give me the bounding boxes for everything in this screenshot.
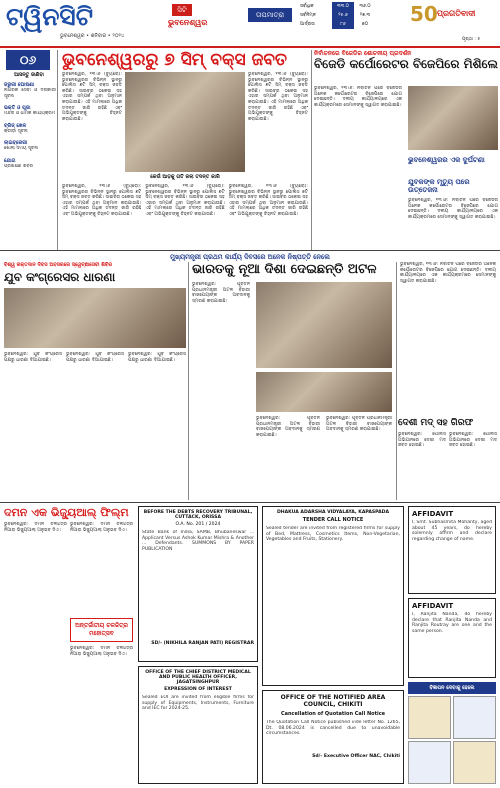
lead-body-col: ଭୁବନେଶ୍ୱର, ୧୩।୬ (ବ୍ୟୁରୋ): ଭୁବନେଶ୍ୱରର ବିଭିନ୍ନ ସ୍ଥାନରୁ ପୋଲିସ ୭ଟି ସିମ୍ ବକ୍ସ ଜବତ କରିଛି। ସାଇବର ଠକେଇ ସହ ଏହାର ସମ୍ପର୍କ ଥିବା ଅନୁମାନ କରାଯାଉଛି। ଏହି ମାମଲାରେ ଅଧିକ ତଦନ୍ତ ଜାରି ରହିଛି ଏବଂ ଅଭିଯୁକ୍ତଙ୍କୁ ଚିହ୍ନଟ କରାଯାଉଛି। — [62, 72, 122, 122]
weather-value: ୩୩.୦ — [332, 2, 354, 11]
weather-label: ତାପମାତ୍ରା — [248, 8, 292, 22]
right-headline: ବିଜେଡି କର୍ପୋରେଟର ବିଜେପିରେ ମିଶିଲେ — [314, 57, 498, 71]
right-kicker: ନିର୍ବାଚନରେ ବିଜେଡିର ଶୋଚନୀୟ ପ୍ରଦର୍ଶନ — [314, 50, 412, 57]
right-photo — [408, 86, 498, 150]
medical-notice — [138, 666, 258, 784]
date-box: ୦୬ — [6, 50, 50, 70]
affidavit-2 — [408, 598, 496, 678]
list-item-title: ଭକ୍ତି ଓ ପୂଜା — [4, 105, 31, 112]
weather-row — [300, 2, 400, 11]
right-continued: ଭୁବନେଶ୍ୱର, ୧୩।୬: ନିର୍ବାଚନ ପରେ ବିଜେଡିର ଅନେକ କର୍ପୋରେଟର ବିଜେପିରେ ଯୋଗ ଦେଇଛନ୍ତି। ଦଳୀୟ କାର୍ଯ୍ୟାଳୟରେ ଏକ କାର୍ଯ୍ୟକ୍ରମରେ ସେମାନଙ୍କୁ ସ୍ୱାଗତ କରାଯାଇଛି। — [400, 262, 496, 284]
masthead — [0, 0, 500, 46]
center-body — [192, 282, 392, 500]
weather-row-label: ଆର୍ଦ୍ରତା — [300, 22, 315, 27]
center-photo-secondary — [256, 372, 392, 412]
list-item — [4, 105, 56, 117]
list-item-title: ବ୍ରିଜ୍ ଖେଳ — [4, 122, 27, 129]
date-caption: ଆସନ୍ତୁ ଜାଣିବା — [14, 72, 44, 78]
column-divider — [57, 50, 58, 250]
center-body-col: ଭୁବନେଶ୍ୱର: ପୂର୍ବତନ ପ୍ରଧାନମନ୍ତ୍ରୀ ଅଟଳ ବିହାରୀ ବାଜପେୟୀଙ୍କ ଅବଦାନକୁ ସ୍ମରଣ କରାଯାଇଛି। — [326, 416, 392, 433]
medical-title: OFFICE OF THE CHIEF DISTRICT MEDICAL AND PUBLIC HEALTH OFFICER, JAGATSINGHPUR — [145, 670, 251, 685]
tribunal-sign: SD/- (NIKHILA RANJAN PATI) REGISTRAR — [151, 641, 254, 646]
lead-body-col: ଭୁବନେଶ୍ୱର, ୧୩।୬ (ବ୍ୟୁରୋ): ଭୁବନେଶ୍ୱରର ବିଭିନ୍ନ ସ୍ଥାନରୁ ପୋଲିସ ୭ଟି ସିମ୍ ବକ୍ସ ଜବତ କରିଛି। ସାଇବର ଠକେଇ ସହ ଏହାର ସମ୍ପର୍କ ଥିବା ଅନୁମାନ କରାଯାଉଛି। ଏହି ମାମଲାରେ ଅଧିକ ତଦନ୍ତ ଜାରି ରହିଛି ଏବଂ ଅଭିଯୁକ୍ତଙ୍କୁ ଚିହ୍ନଟ କରାଯାଉଛି। — [248, 72, 308, 122]
classified-grid — [408, 696, 496, 784]
tribunal-sub: O.A. No. 201 / 2024 — [175, 522, 221, 527]
city-name: ଭୁବନେଶ୍ୱର — [168, 18, 208, 27]
list-item-title: ଜରୁରୀ ଘୋଷଣା — [4, 82, 34, 88]
lead-photo — [125, 72, 245, 172]
youth-body-col: ଭୁବନେଶ୍ୱର: ଯୁବ କଂଗ୍ରେସ ପକ୍ଷରୁ ଧାରଣା ଦିଆଯାଇଛି। — [66, 352, 124, 363]
right-body: ଭୁବନେଶ୍ୱର, ୧୩।୬: ନିର୍ବାଚନ ପରେ ବିଜେଡିର ଅନେକ କର୍ପୋରେଟର ବିଜେପିରେ ଯୋଗ ଦେଇଛନ୍ତି। ଦଳୀୟ କାର୍ଯ୍ୟାଳୟରେ ଏକ କାର୍ଯ୍ୟକ୍ରମରେ ସେମାନଙ୍କୁ ସ୍ୱାଗତ କରାଯାଇଛି। — [314, 86, 402, 108]
bottom-body-col: ଭୁବନେଶ୍ୱର: ଦମନ ଚଳଚ୍ଚିତ୍ର ନିଆରା ଭିଜ୍ୟୁଆଲ୍ ଅନୁଭବ ଦିଏ। — [70, 646, 133, 657]
right-body-area — [314, 86, 498, 246]
classified-ad — [408, 696, 451, 739]
list-item-body: ମନ୍ଦିର ଓ ଧାର୍ମିକ କାର୍ଯ୍ୟକ୍ରମ — [4, 111, 56, 117]
bottom-right-col — [70, 522, 133, 784]
lead-body-col: ଭୁବନେଶ୍ୱର, ୧୩।୬ (ବ୍ୟୁରୋ): ଭୁବନେଶ୍ୱରର ବିଭିନ୍ନ ସ୍ଥାନରୁ ପୋଲିସ ୭ଟି ସିମ୍ ବକ୍ସ ଜବତ କରିଛି। ସାଇବର ଠକେଇ ସହ ଏହାର ସମ୍ପର୍କ ଥିବା ଅନୁମାନ କରାଯାଉଛି। ଏହି ମାମଲାରେ ଅଧିକ ତଦନ୍ତ ଜାରି ରହିଛି ଏବଂ ଅଭିଯୁକ୍ତଙ୍କୁ ଚିହ୍ନଟ କରାଯାଉଛି। — [145, 184, 225, 217]
medical-body: Sealed EOI are invited from eligible firms for supply of Equipments, Instruments, Furniture and IEC for 2024-25. — [142, 695, 254, 712]
left-list — [4, 82, 56, 176]
medical-sub: EXPRESSION OF INTEREST — [164, 687, 232, 692]
banner-line: ମୁଖ୍ୟମନ୍ତ୍ରୀ ପ୍ରଥମ କାର୍ଯ୍ୟ ଦିବସରେ ଅନେକ ନିଷ୍ପତ୍ତି ନେଲେ — [170, 253, 330, 261]
lead-photo-caption: କେଉଁ ଆଡ଼କୁ ଗତି କଲା ତଦନ୍ତ କାରି — [150, 174, 220, 180]
tribunal-body: State Bank of India, SAMB, Bhubaneswar ... Applicant Versus Ashok Kumar Mishra & Another ... Defendants. SUMMONS BY PAPER PUBLICATION — [142, 530, 254, 552]
affidavit-body: I, Smt. Subhasmita Mohanty, aged about 45 years, do hereby solemnly affirm and declare regarding change of name. — [412, 520, 492, 542]
right-mid-col: ଭୁବନେଶ୍ୱର: ପୋଲିସ ଅଭିଯାନରେ ଦେଶୀ ମଦ ଜବତ ହୋଇଛି। — [449, 432, 497, 449]
youth-headline: ଯୁବ କଂଗ୍ରେସର ଧାରଣା — [4, 270, 116, 284]
masthead-rule — [0, 46, 500, 48]
youth-body-col: ଭୁବନେଶ୍ୱର: ଯୁବ କଂଗ୍ରେସ ପକ୍ଷରୁ ଧାରଣା ଦିଆଯାଇଛି। — [128, 352, 186, 363]
youth-photo — [4, 288, 186, 348]
bottom-body-col: ଭୁବନେଶ୍ୱର: ଦମନ ଚଳଚ୍ଚିତ୍ର ନିଆରା ଭିଜ୍ୟୁଆଲ୍ ଅନୁଭବ ଦିଏ। — [4, 522, 67, 533]
right-mid-headline: ଦେଶୀ ମଦ୍ ସହ ଗିରଫ — [398, 418, 474, 428]
affidavit-1 — [408, 506, 496, 594]
list-item-body: କ୍ରୀଡ଼ା ସୂଚନା — [4, 128, 28, 134]
council-notice — [262, 690, 404, 784]
bottom-body-col: ଭୁବନେଶ୍ୱର: ଦମନ ଚଳଚ୍ଚିତ୍ର ନିଆରା ଭିଜ୍ୟୁଆଲ୍ ଅନୁଭବ ଦିଏ। — [70, 522, 133, 533]
weather-row — [300, 20, 400, 29]
weather-table — [300, 2, 400, 29]
council-body: The Quotation Call Notice published vide letter No. 1265, Dt. 08.06.2024 is cancelled due to unavoidable circumstances. — [266, 720, 400, 737]
tender-notice — [262, 506, 404, 686]
youth-kicker: ବିଶ୍ୱ ରକ୍ତଦାନ ଦିବସ ଅବସରରେ ସ୍ୱେଚ୍ଛାସେବୀ ଶିବିର — [4, 262, 113, 268]
lead-lower-text — [62, 184, 308, 246]
right-body: ଭୁବନେଶ୍ୱର, ୧୩।୬: ନିର୍ବାଚନ ପରେ ବିଜେଡିର ଅନେକ କର୍ପୋରେଟର ବିଜେପିରେ ଯୋଗ ଦେଇଛନ୍ତି। ଦଳୀୟ କାର୍ଯ୍ୟାଳୟରେ ଏକ କାର୍ଯ୍ୟକ୍ରମରେ ସେମାନଙ୍କୁ ସ୍ୱାଗତ କରାଯାଇଛି। — [408, 198, 498, 220]
affidavit-body: I, Ranjita Nanda, do hereby declare that Ranjita Nanda and Ranjita Routray are one and the same person. — [412, 612, 492, 634]
list-item-body: ନାଗରିକ ସେବା ଓ ଦରକାରୀ ସୂଚନା — [4, 88, 56, 99]
youth-body-col: ଭୁବନେଶ୍ୱର: ଯୁବ କଂଗ୍ରେସ ପକ୍ଷରୁ ଧାରଣା ଦିଆଯାଇଛି। — [4, 352, 62, 363]
list-item-title: ଲାଇବ୍ରେରୀ — [4, 140, 28, 147]
council-sub: Cancellation of Quotation Call Notice — [280, 711, 386, 717]
affidavit-title: AFFIDAVIT — [412, 602, 454, 610]
list-item — [4, 123, 56, 135]
column-divider — [188, 262, 189, 500]
tender-sub: TENDER CALL NOTICE — [302, 517, 364, 523]
bottom-boxed: ଅନ୍ତର୍ଜାତୀୟ ଚଳଚ୍ଚିତ୍ର ମହୋତ୍ସବ — [70, 618, 133, 642]
classified-ad — [408, 741, 451, 784]
council-sign: Sd/- Executive Officer NAC, Chikiti — [312, 754, 400, 759]
bottom-body — [4, 522, 134, 784]
right-sub-2: ଯୁବକଙ୍କ ମୃତ୍ୟୁ ପରେ ଉତ୍ତେଜନା — [408, 178, 470, 194]
classified-ad — [453, 741, 496, 784]
column-divider — [396, 262, 397, 500]
tribunal-title: BEFORE THE DEBTS RECOVERY TRIBUNAL, CUTTACK, ORISSA — [143, 510, 253, 520]
list-item — [4, 158, 56, 170]
classified-ad — [453, 696, 496, 739]
weather-value: ୮୬ — [332, 20, 354, 29]
weather-row — [300, 11, 400, 20]
section-rule — [0, 250, 500, 251]
left-column — [2, 50, 56, 250]
bottom-headline: ଦମନ ଏକ ଭିଜ୍ୟୁଆଲ୍ ଫିଲ୍ମ — [4, 506, 129, 519]
council-title: OFFICE OF THE NOTIFIED AREA COUNCIL, CHIKITI — [280, 694, 386, 708]
right-mid-col: ଭୁବନେଶ୍ୱର: ପୋଲିସ ଅଭିଯାନରେ ଦେଶୀ ମଦ ଜବତ ହୋଇଛି। — [398, 432, 446, 449]
city-badge: ସିଟି — [172, 4, 192, 16]
lead-headline: ଭୁବନେଶ୍ୱରରୁ ୭ ସିମ୍ ବକ୍ସ ଜବତ — [62, 50, 288, 70]
tender-body: Sealed tender are invited from registered firms for supply of Bed, Mattress, Cosmetics Items, Non-Vegetarian, Vegetables and Fruits, Stationery. — [266, 526, 400, 543]
weather-value: ୩୬.୦ — [359, 4, 371, 9]
list-item — [4, 82, 56, 99]
center-body-col: ଭୁବନେଶ୍ୱର: ପୂର୍ବତନ ପ୍ରଧାନମନ୍ତ୍ରୀ ଅଟଳ ବିହାରୀ ବାଜପେୟୀଙ୍କ ଅବଦାନକୁ ସ୍ମରଣ କରାଯାଇଛି। — [192, 282, 250, 304]
right-mid-body — [398, 432, 498, 500]
weather-value: ୨୫.୬ — [332, 11, 354, 20]
section-rule — [0, 502, 500, 503]
tender-title: DHAKUA ADARSHA VIDYALAYA, KAPASPADA — [276, 510, 390, 515]
lead-body-col: ଭୁବନେଶ୍ୱର, ୧୩।୬ (ବ୍ୟୁରୋ): ଭୁବନେଶ୍ୱରର ବିଭିନ୍ନ ସ୍ଥାନରୁ ପୋଲିସ ୭ଟି ସିମ୍ ବକ୍ସ ଜବତ କରିଛି। ସାଇବର ଠକେଇ ସହ ଏହାର ସମ୍ପର୍କ ଥିବା ଅନୁମାନ କରାଯାଉଛି। ଏହି ମାମଲାରେ ଅଧିକ ତଦନ୍ତ ଜାରି ରହିଛି ଏବଂ ଅଭିଯୁକ୍ତଙ୍କୁ ଚିହ୍ନଟ କରାଯାଉଛି। — [62, 184, 142, 217]
column-divider — [311, 50, 312, 250]
page-number: ପୃଷ୍ଠା : ୫ — [462, 37, 481, 42]
center-headline: ଭାରତକୁ ନୂଆ ଦିଶା ଦେଇଛନ୍ତି ଅଟଳ — [192, 262, 377, 277]
brand-name: ପ୍ରଗତିବାଦୀ — [437, 9, 476, 18]
weather-row-label: ସର୍ବାଧିକ — [300, 4, 314, 9]
list-item-body: ପ୍ରଶିକ୍ଷଣ ଶିବିର — [4, 163, 34, 169]
youth-body — [4, 352, 186, 500]
list-item-title: ଯୋଗ — [4, 157, 16, 164]
list-item-body: ଖୋଲା ସମୟ ସୂଚନା — [4, 146, 38, 152]
center-body-col: ଭୁବନେଶ୍ୱର: ପୂର୍ବତନ ପ୍ରଧାନମନ୍ତ୍ରୀ ଅଟଳ ବିହାରୀ ବାଜପେୟୀଙ୍କ ଅବଦାନକୁ ସ୍ମରଣ କରାଯାଇଛି। — [256, 416, 320, 438]
weather-row-label: ସର୍ବନିମ୍ନ — [300, 13, 316, 18]
masthead-title: ଟ୍ୱିନସିଟି — [6, 2, 94, 31]
lead-body — [62, 72, 308, 182]
right-sub-1: ଭୁବନେଶ୍ୱରର ଏକ ଦୁର୍ଘଟଣା — [408, 156, 485, 164]
tribunal-notice — [138, 506, 258, 662]
center-photo — [256, 282, 392, 368]
anniversary-logo: 50 — [410, 2, 438, 26]
lead-body-col: ଭୁବନେଶ୍ୱର, ୧୩।୬ (ବ୍ୟୁରୋ): ଭୁବନେଶ୍ୱରର ବିଭିନ୍ନ ସ୍ଥାନରୁ ପୋଲିସ ୭ଟି ସିମ୍ ବକ୍ସ ଜବତ କରିଛି। ସାଇବର ଠକେଇ ସହ ଏହାର ସମ୍ପର୍କ ଥିବା ଅନୁମାନ କରାଯାଉଛି। ଏହି ମାମଲାରେ ଅଧିକ ତଦନ୍ତ ଜାରି ରହିଛି ଏବଂ ଅଭିଯୁକ୍ତଙ୍କୁ ଚିହ୍ନଟ କରାଯାଉଛି। — [228, 184, 308, 217]
affidavit-title: AFFIDAVIT — [412, 510, 454, 518]
weather-value: ୨୭.୩ — [359, 13, 371, 18]
weather-value: ୭୦ — [361, 22, 369, 27]
list-item — [4, 140, 56, 152]
date-line: ଭୁବନେଶ୍ୱର • ଶନିବାର • ୨୦୨୪ — [60, 33, 125, 39]
classified-header: ବିଜ୍ଞାପନ ଦେବାକୁ ହେଲେ — [408, 682, 496, 694]
